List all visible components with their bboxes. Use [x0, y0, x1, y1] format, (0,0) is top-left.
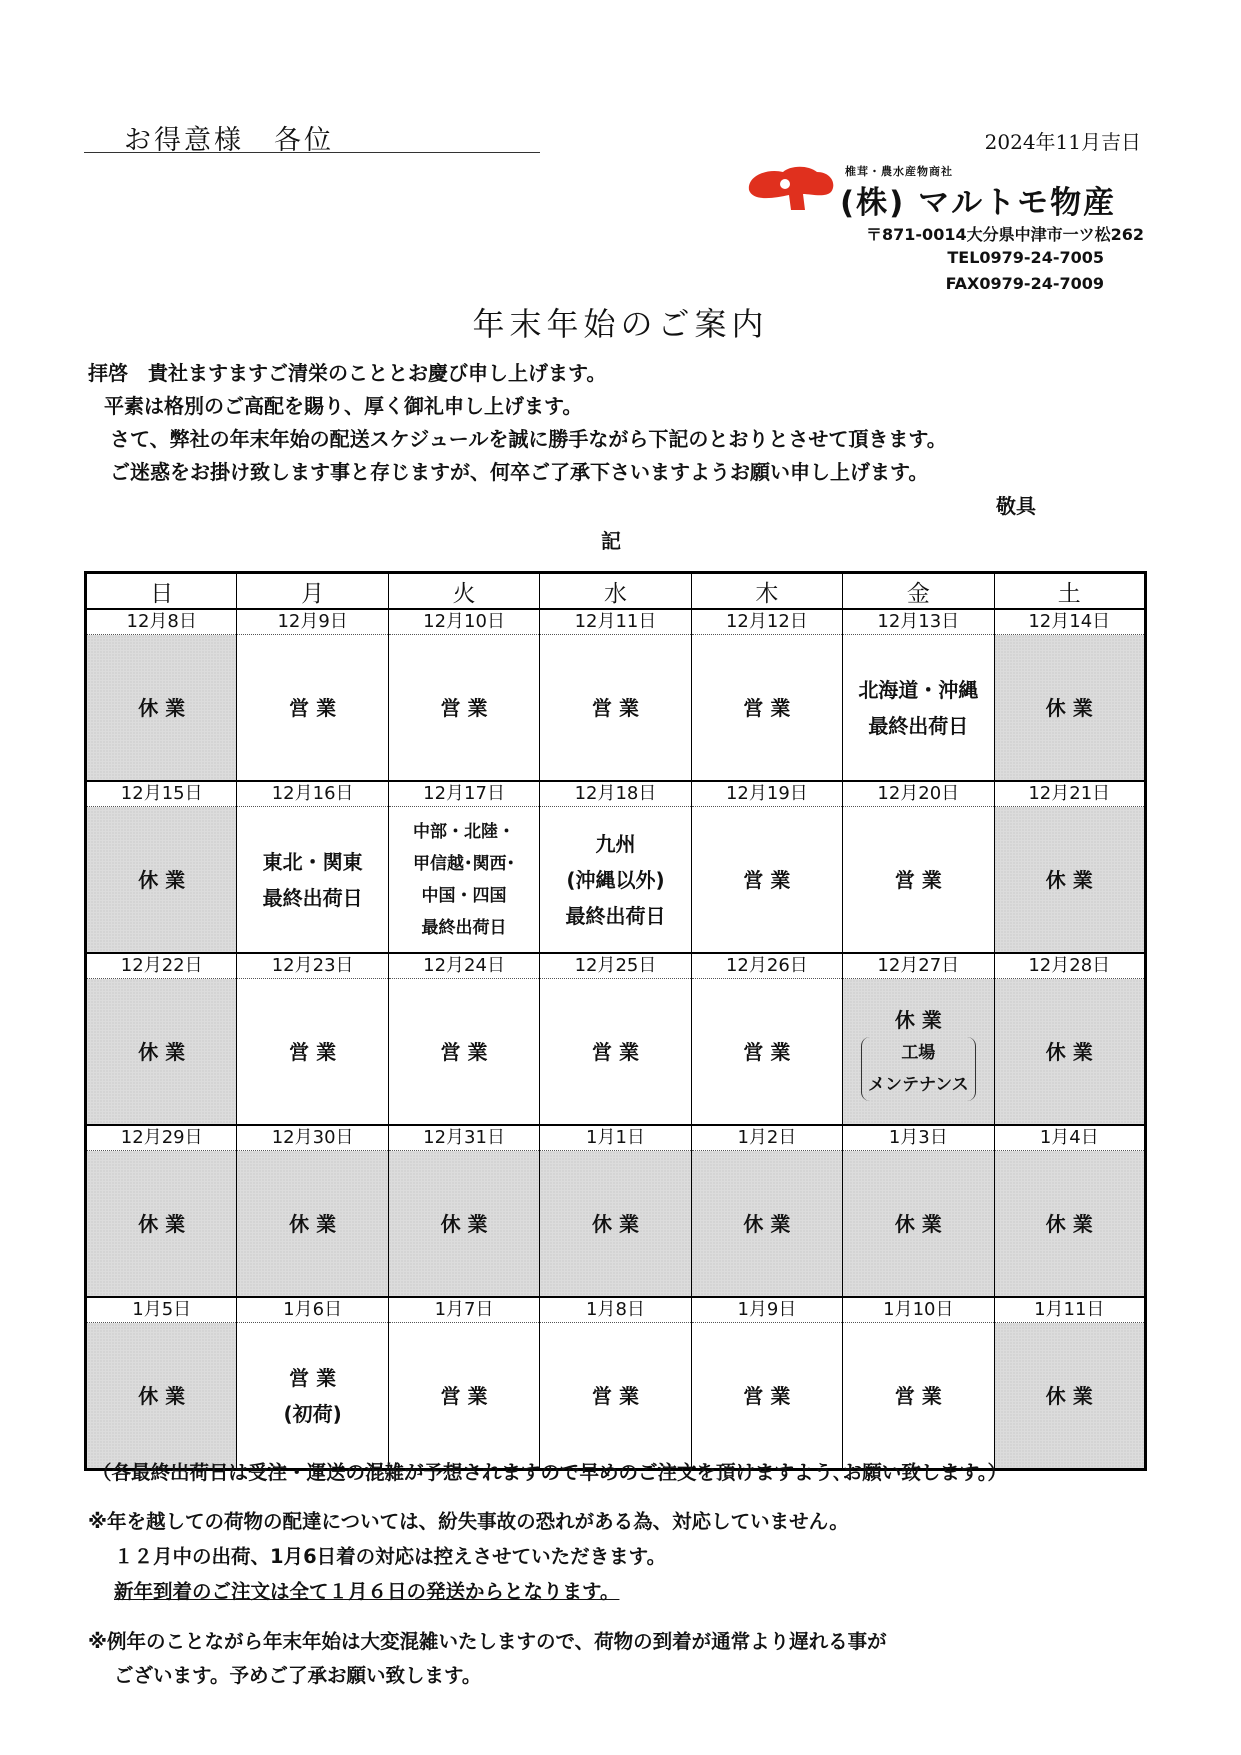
- status-row: [86, 807, 1146, 954]
- business-day-cell: [843, 1323, 994, 1470]
- business-day-cell: [237, 635, 388, 782]
- date-cell: 12月16日: [237, 781, 388, 807]
- business-day-cell: [691, 635, 842, 782]
- business-day-cell: [691, 807, 842, 954]
- status-text: (沖縄以外): [566, 867, 665, 892]
- status-row: [86, 1323, 1146, 1470]
- date-cell: 12月31日: [388, 1125, 539, 1151]
- mushroom-logo-icon: [745, 164, 837, 214]
- weekday-header: 月: [237, 573, 388, 610]
- note-4a: ※例年のことながら年末年始は大変混雑いたしますので、荷物の到着が通常より遅れる事が: [88, 1630, 887, 1653]
- date-cell: 12月27日: [843, 953, 994, 979]
- status-text: 中部・北陸・: [413, 821, 516, 842]
- closed-day-cell: [86, 1151, 237, 1298]
- date-cell: 12月14日: [994, 609, 1145, 635]
- date-cell: 12月9日: [237, 609, 388, 635]
- ki-heading: 記: [601, 529, 621, 553]
- company-name: (株) マルトモ物産: [840, 185, 1117, 221]
- date-cell: 1月11日: [994, 1297, 1145, 1323]
- note-1: ※年を越しての荷物の配達については、紛失事故の恐れがある為、対応していません。: [88, 1510, 849, 1533]
- status-text: 休 業: [591, 1211, 639, 1236]
- status-text: 営 業: [743, 1383, 791, 1408]
- date-cell: 12月25日: [540, 953, 691, 979]
- status-text: 北海道・沖縄: [858, 677, 979, 702]
- weekday-header: 火: [388, 573, 539, 610]
- date-row: [86, 1297, 1146, 1323]
- status-text: 営 業: [591, 695, 639, 720]
- closed-day-cell: [994, 1323, 1145, 1470]
- date-cell: 1月3日: [843, 1125, 994, 1151]
- maintenance-note: [861, 1037, 976, 1101]
- closed-day-cell: [540, 1151, 691, 1298]
- date-cell: 12月30日: [237, 1125, 388, 1151]
- weekday-header-row: [86, 573, 1146, 610]
- date-cell: 12月8日: [86, 609, 237, 635]
- status-text: 最終出荷日: [262, 885, 363, 910]
- business-day-cell: [691, 979, 842, 1126]
- date-row: [86, 609, 1146, 635]
- holiday-calendar: [84, 571, 1147, 1471]
- date-cell: 12月12日: [691, 609, 842, 635]
- business-day-cell: [388, 635, 539, 782]
- closed-day-cell: [994, 807, 1145, 954]
- date-row: [86, 953, 1146, 979]
- date-row: [86, 781, 1146, 807]
- date-cell: 1月8日: [540, 1297, 691, 1323]
- status-text: 営 業: [289, 1365, 337, 1390]
- closed-day-cell: [86, 1323, 237, 1470]
- business-day-cell: [691, 1323, 842, 1470]
- note-3: 新年到着のご注文は全て１月６日の発送からとなります。: [114, 1580, 620, 1603]
- status-text: 休 業: [1045, 695, 1093, 720]
- letter-closing: 敬具: [996, 494, 1036, 518]
- status-text: 営 業: [289, 695, 337, 720]
- status-text: 最終出荷日: [565, 903, 666, 928]
- date-cell: 12月10日: [388, 609, 539, 635]
- business-day-cell: [237, 1323, 388, 1470]
- note-4b: ございます。予めご了承お願い致します。: [114, 1664, 482, 1687]
- business-day-cell: [540, 1323, 691, 1470]
- status-text: 休 業: [894, 1211, 942, 1236]
- status-row: [86, 979, 1146, 1126]
- status-text: 休 業: [138, 867, 186, 892]
- date-cell: 12月20日: [843, 781, 994, 807]
- date-cell: 12月13日: [843, 609, 994, 635]
- business-day-cell: [388, 979, 539, 1126]
- closed-day-cell: [843, 979, 994, 1126]
- date-cell: 1月2日: [691, 1125, 842, 1151]
- date-cell: 12月19日: [691, 781, 842, 807]
- status-text: 最終出荷日: [421, 917, 507, 938]
- closed-day-cell: [237, 1151, 388, 1298]
- status-text: 営 業: [440, 1039, 488, 1064]
- status-text: 休 業: [138, 1211, 186, 1236]
- status-text: 営 業: [894, 1383, 942, 1408]
- status-text: 休 業: [1045, 867, 1093, 892]
- status-text: 営 業: [591, 1383, 639, 1408]
- date-cell: 12月11日: [540, 609, 691, 635]
- letter-line-1: 拝啓 貴社ますますご清栄のこととお慶び申し上げます。: [88, 361, 607, 385]
- status-text: 休 業: [743, 1211, 791, 1236]
- company-subtitle: 椎茸・農水産物商社: [845, 165, 953, 178]
- date-cell: 1月9日: [691, 1297, 842, 1323]
- letter-line-3: さて、弊社の年末年始の配送スケジュールを誠に勝手ながら下記のとおりとさせて頂きます。: [110, 427, 947, 451]
- note-2: １２月中の出荷、1月6日着の対応は控えさせていただきます。: [114, 1545, 667, 1568]
- status-text: 九州: [595, 831, 636, 856]
- weekday-header: 土: [994, 573, 1145, 610]
- date-cell: 1月1日: [540, 1125, 691, 1151]
- status-row: [86, 1151, 1146, 1298]
- business-day-cell: [388, 807, 539, 954]
- business-day-cell: [843, 807, 994, 954]
- closed-day-cell: [388, 1151, 539, 1298]
- date-cell: 1月5日: [86, 1297, 237, 1323]
- status-text: 休 業: [1045, 1039, 1093, 1064]
- weekday-header: 水: [540, 573, 691, 610]
- page-title: 年末年始のご案内: [472, 305, 769, 343]
- status-text: 営 業: [440, 695, 488, 720]
- date-cell: 1月7日: [388, 1297, 539, 1323]
- status-text: 営 業: [289, 1039, 337, 1064]
- maintenance-note-text: メンテナンス: [868, 1074, 969, 1095]
- business-day-cell: [237, 807, 388, 954]
- date-cell: 12月24日: [388, 953, 539, 979]
- calendar-caption: （各最終出荷日は受注・運送の混雑が予想されますので早めのご注文を頂けますよう､お願い致します。）: [92, 1461, 1007, 1484]
- status-text: 休 業: [894, 1007, 942, 1032]
- status-text: 休 業: [289, 1211, 337, 1236]
- status-text: 休 業: [1045, 1211, 1093, 1236]
- closed-day-cell: [843, 1151, 994, 1298]
- closed-day-cell: [86, 635, 237, 782]
- business-day-cell: [237, 979, 388, 1126]
- weekday-header: 金: [843, 573, 994, 610]
- date-cell: 12月26日: [691, 953, 842, 979]
- date-cell: 1月4日: [994, 1125, 1145, 1151]
- business-day-cell: [540, 635, 691, 782]
- closed-day-cell: [994, 635, 1145, 782]
- weekday-header: 日: [86, 573, 237, 610]
- company-tel: TEL0979-24-7005: [947, 248, 1104, 267]
- status-text: 中国・四国: [421, 885, 507, 906]
- date-cell: 1月6日: [237, 1297, 388, 1323]
- status-text: 甲信越･関西･: [413, 853, 516, 874]
- status-row: [86, 635, 1146, 782]
- letter-line-2: 平素は格別のご高配を賜り、厚く御礼申し上げます。: [104, 394, 583, 418]
- date-cell: 12月17日: [388, 781, 539, 807]
- status-text: 休 業: [138, 1383, 186, 1408]
- status-text: 営 業: [743, 1039, 791, 1064]
- business-day-cell: [540, 979, 691, 1126]
- status-text: 営 業: [743, 695, 791, 720]
- closed-day-cell: [86, 979, 237, 1126]
- closed-day-cell: [994, 979, 1145, 1126]
- closed-day-cell: [86, 807, 237, 954]
- closed-day-cell: [691, 1151, 842, 1298]
- date-cell: 12月15日: [86, 781, 237, 807]
- date-cell: 12月23日: [237, 953, 388, 979]
- status-text: 休 業: [1045, 1383, 1093, 1408]
- business-day-cell: [843, 635, 994, 782]
- weekday-header: 木: [691, 573, 842, 610]
- date-cell: 12月29日: [86, 1125, 237, 1151]
- status-text: 休 業: [138, 1039, 186, 1064]
- date-cell: 12月21日: [994, 781, 1145, 807]
- closed-day-cell: [994, 1151, 1145, 1298]
- company-address: 〒871-0014大分県中津市一ツ松262: [866, 225, 1144, 244]
- company-fax: FAX0979-24-7009: [945, 274, 1104, 293]
- status-text: (初荷): [283, 1401, 342, 1426]
- date-cell: 12月18日: [540, 781, 691, 807]
- date-cell: 12月28日: [994, 953, 1145, 979]
- business-day-cell: [540, 807, 691, 954]
- status-text: 営 業: [743, 867, 791, 892]
- business-day-cell: [388, 1323, 539, 1470]
- recipient-text: お得意様 各位: [124, 125, 334, 156]
- company-logo: [745, 161, 1145, 221]
- status-text: 最終出荷日: [868, 713, 969, 738]
- maintenance-note-text: 工場: [901, 1042, 936, 1063]
- status-text: 営 業: [591, 1039, 639, 1064]
- letter-line-4: ご迷惑をお掛け致します事と存じますが、何卒ご了承下さいますようお願い申し上げます。: [110, 460, 929, 484]
- status-text: 営 業: [894, 867, 942, 892]
- recipient-line: [84, 112, 540, 156]
- status-text: 東北・関東: [262, 849, 363, 874]
- date-row: [86, 1125, 1146, 1151]
- status-text: 営 業: [440, 1383, 488, 1408]
- issue-date: 2024年11月吉日: [984, 130, 1141, 154]
- status-text: 休 業: [138, 695, 186, 720]
- date-cell: 12月22日: [86, 953, 237, 979]
- date-cell: 1月10日: [843, 1297, 994, 1323]
- status-text: 休 業: [440, 1211, 488, 1236]
